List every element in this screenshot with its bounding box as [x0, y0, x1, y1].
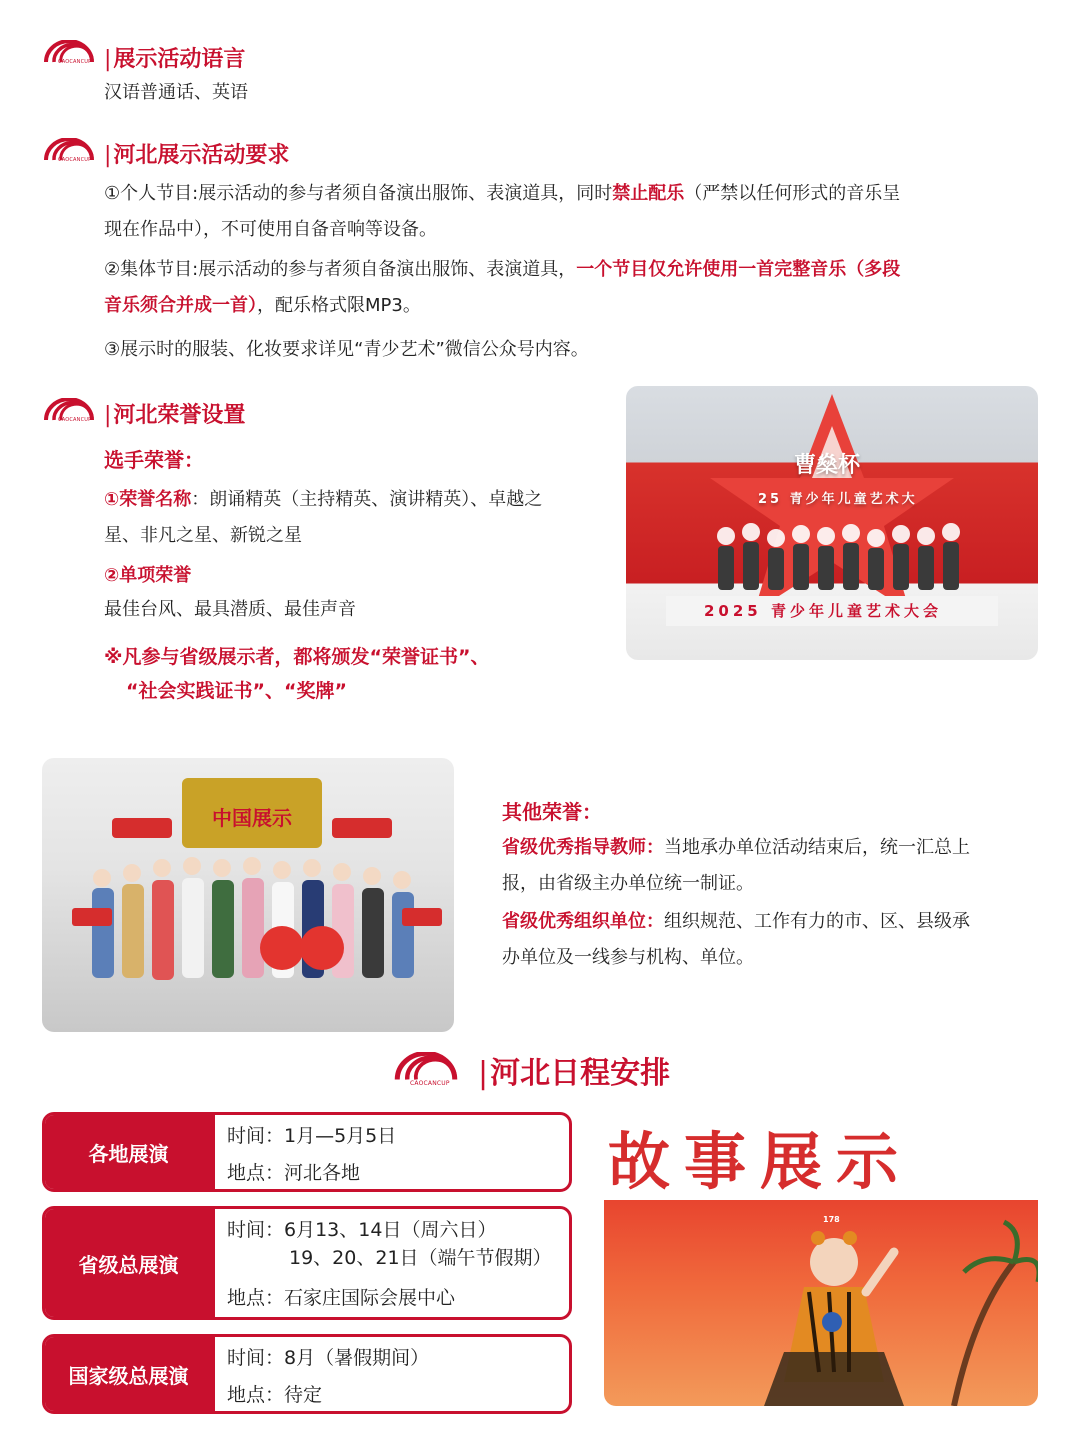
- caocancup-logo: [388, 1052, 468, 1088]
- schedule-place: 地点：石家庄国际会展中心: [227, 1287, 456, 1309]
- schedule-row-provincial: [42, 1206, 572, 1320]
- title-bar: |: [104, 47, 112, 72]
- schedule-label: 省级总展演: [45, 1209, 215, 1317]
- section-title-schedule: |河北日程安排: [478, 1056, 671, 1091]
- caocancup-logo: [44, 40, 94, 70]
- title-bar: |: [478, 1056, 489, 1091]
- story-performer-photo: [604, 1112, 1038, 1406]
- schedule-time: 时间：8月（暑假期间）: [227, 1347, 430, 1369]
- caocancup-logo: [44, 398, 94, 428]
- schedule-time-extra: 19、20、21日（端午节假期）: [289, 1247, 552, 1269]
- caocancup-logo: [44, 138, 94, 168]
- logo-brand-text: CAOCANCUP: [58, 157, 92, 163]
- language-text: 汉语普通话、英语: [104, 82, 248, 103]
- teacher-honor: 省级优秀指导教师：当地承办单位活动结束后，统一汇总上 报，由省级主办单位统一制证。: [502, 837, 970, 894]
- stage-group-photo: [626, 386, 1038, 660]
- single-honor-text: 最佳台风、最具潜质、最佳声音: [104, 599, 356, 620]
- stage-banner-text: 25 青少年儿童艺术大: [758, 492, 918, 507]
- section-title-honors: |河北荣誉设置: [104, 403, 246, 428]
- schedule-label: 各地展演: [45, 1115, 215, 1189]
- requirement-item-1: ①个人节目:展示活动的参与者须自备演出服饰、表演道具，同时禁止配乐（严禁以任何形式的音乐呈 现在作品中），不可使用自备音响等设备。: [104, 183, 901, 240]
- performer-number: 178: [823, 1215, 840, 1224]
- title-bar: |: [104, 403, 112, 428]
- schedule-place: 地点：河北各地: [227, 1162, 361, 1184]
- schedule-label: 国家级总展演: [45, 1337, 215, 1411]
- other-honors-title: 其他荣誉：: [502, 800, 602, 824]
- requirement-item-2: ②集体节目:展示活动的参与者须自备演出服饰、表演道具，一个节目仅允许使用一首完整音乐（多段 音乐须合并成一首），配乐格式限MP3。: [104, 259, 901, 316]
- title-bar: |: [104, 143, 112, 168]
- stage-logo-text: 曹燊杯: [794, 453, 861, 478]
- section-title-requirements: |河北展示活动要求: [104, 143, 290, 168]
- logo-brand-text: CAOCANCUP: [58, 417, 92, 423]
- schedule-time: 时间：6月13、14日（周六日）: [227, 1219, 497, 1241]
- player-honors-title: 选手荣誉：: [104, 448, 204, 472]
- schedule-place: 地点：待定: [227, 1384, 323, 1406]
- stage-bottom-banner: 2025 青少年儿童艺术大会: [704, 602, 942, 620]
- logo-brand-text: CAOCANCUP: [410, 1080, 450, 1087]
- schedule-time: 时间：1月—5月5日: [227, 1125, 397, 1147]
- schedule-row-national: [42, 1334, 572, 1414]
- hall-group-photo: [42, 758, 454, 1032]
- section-title-language: |展示活动语言: [104, 47, 246, 72]
- requirement-item-3: ③展示时的服装、化妆要求详见“青少艺术”微信公众号内容。: [104, 339, 589, 360]
- logo-brand-text: CAOCANCUP: [58, 59, 92, 65]
- honors-note: ※凡参与省级展示者，都将颁发“荣誉证书”、 “社会实践证书”、“奖牌”: [104, 646, 490, 702]
- hall-banner-text: 中国展示: [212, 806, 292, 830]
- arc-logo-icon: [388, 1052, 464, 1082]
- org-honor: 省级优秀组织单位：组织规范、工作有力的市、区、县级承 办单位及一线参与机构、单位。: [502, 911, 970, 968]
- single-honor-label: ②单项荣誉: [104, 565, 192, 586]
- honor-names: ①荣誉名称：朗诵精英（主持精英、演讲精英）、卓越之 星、非凡之星、新锐之星: [104, 489, 543, 546]
- hall-illustration: [42, 758, 454, 1032]
- schedule-row-local: [42, 1112, 572, 1192]
- story-banner-text: 故事展示: [608, 1125, 913, 1198]
